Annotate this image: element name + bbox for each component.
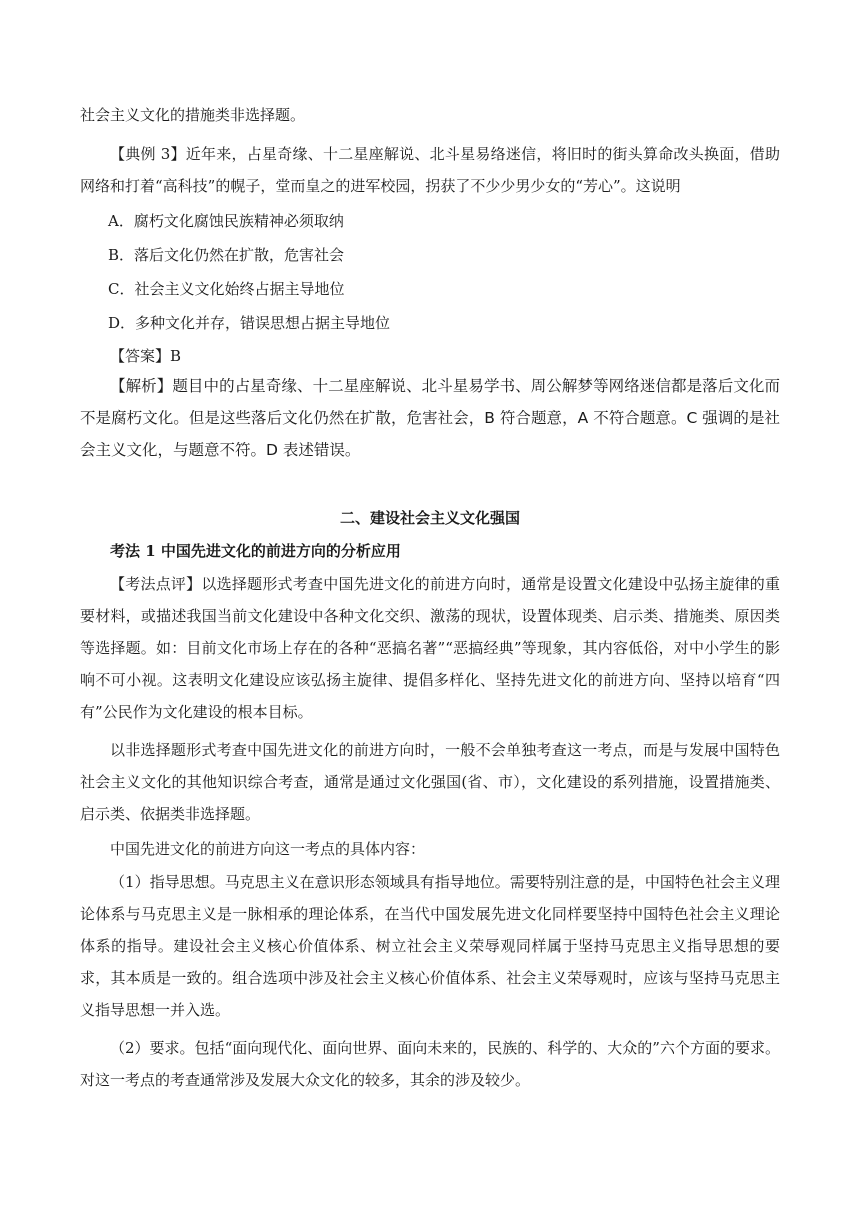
option-d: D．多种文化并存，错误思想占据主导地位 bbox=[108, 314, 391, 332]
section-title: 二、建设社会主义文化强国 bbox=[339, 509, 520, 527]
point-2: （2）要求。包括“面向现代化、面向世界、面向未来的，民族的、科学的、大众的”六个方面的要求。对这一考点的考查通常涉及发展大众文化的较多，其余的涉及较少。 bbox=[80, 1039, 780, 1089]
content-intro: 中国先进文化的前进方向这一考点的具体内容： bbox=[110, 840, 426, 858]
kaofa-title: 考法 1 中国先进文化的前进方向的分析应用 bbox=[110, 542, 401, 560]
kaofa-review: 【考法点评】以选择题形式考查中国先进文化的前进方向时，通常是设置文化建设中弘扬主旋律的重要材料，或描述我国当前文化建设中各种文化交织、激荡的现状，设置体现类、启示类、措施类、原因类等选择题。如：目前文化市场上存在的各种“恶搞名著”“恶搞经典”等现象，其内容低俗，对中小学生的影响不可小视。这表明文化建设应该弘扬主旋律、提倡多样化、坚持先进文化的前进方向、坚持以培育“四有”公民作为文化建设的根本目标。 bbox=[80, 575, 780, 721]
option-b: B．落后文化仍然在扩散，危害社会 bbox=[108, 246, 345, 264]
option-c: C．社会主义文化始终占据主导地位 bbox=[108, 280, 345, 298]
answer-text: 【答案】B bbox=[110, 347, 182, 365]
example-3-question: 【典例 3】近年来，占星奇缘、十二星座解说、北斗星易络迷信，将旧时的街头算命改头换面，借助网络和打着“高科技”的幌子，堂而皇之的进军校园，拐获了不少少男少女的“芳心”。这说明 bbox=[80, 145, 780, 195]
non-choice-paragraph: 以非选择题形式考查中国先进文化的前进方向时，一般不会单独考查这一考点，而是与发展中国特色社会主义文化的其他知识综合考查，通常是通过文化强国(省、市），文化建设的系列措施，设置措施类、启示类、依据类非选择题。 bbox=[80, 741, 780, 823]
option-a: A．腐朽文化腐蚀民族精神必须取纳 bbox=[108, 212, 344, 230]
point-1: （1）指导思想。马克思主义在意识形态领域具有指导地位。需要特别注意的是，中国特色社会主义理论体系与马克思主义是一脉相承的理论体系，在当代中国发展先进文化同样要坚持中国特色社会主义理论体系的指导。建设社会主义核心价值体系、树立社会主义荣辱观同样属于坚持马克思主义指导思想的要求，其本质是一致的。组合选项中涉及社会主义核心价值体系、社会主义荣辱观时，应该与坚持马克思主义指导思想一并入选。 bbox=[80, 873, 780, 1019]
analysis-text: 【解析】题目中的占星奇缘、十二星座解说、北斗星易学书、周公解梦等网络迷信都是落后文化而不是腐朽文化。但是这些落后文化仍然在扩散，危害社会，B 符合题意，A 不符合题意。C 强调的是社会主义文化，与题意不符。D 表述错误。 bbox=[80, 377, 781, 459]
intro-tail-text: 社会主义文化的措施类非选择题。 bbox=[80, 106, 306, 124]
